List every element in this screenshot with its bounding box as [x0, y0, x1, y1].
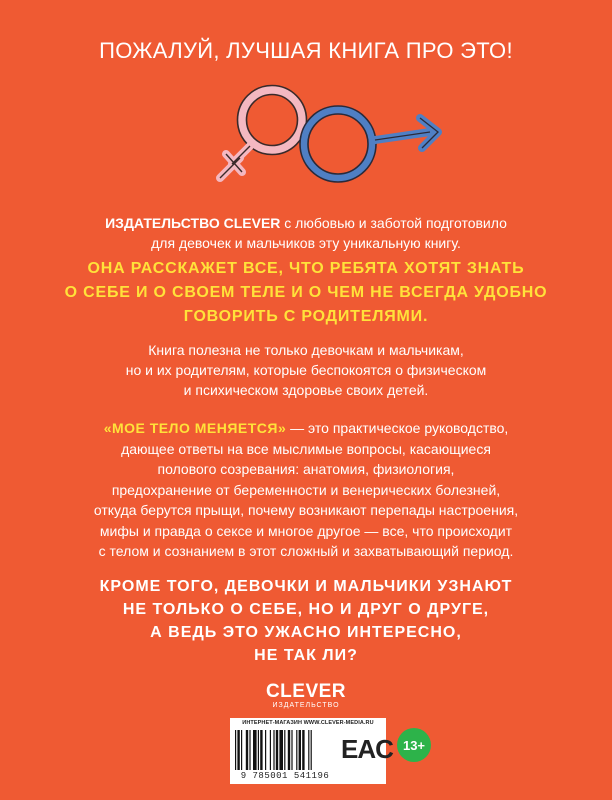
paragraph-line: откуда берутся прыщи, почему возникают перепады настроения, [93, 502, 519, 518]
paragraph-line: Книга полезна не только девочкам и мальчикам, [148, 342, 464, 358]
barcode-icon [235, 730, 336, 770]
age-rating-badge: 13+ [397, 728, 431, 762]
paragraph-line: полового созревания: анатомия, физиология, [157, 461, 455, 477]
description-paragraph [0, 418, 612, 562]
highlight-paragraph [0, 257, 612, 329]
paragraph-line: дающее ответы на все мыслимые вопросы, касающиеся [121, 440, 491, 457]
intro-paragraph [0, 213, 612, 253]
barcode-stripe [260, 730, 262, 770]
barcode-stripe [299, 730, 301, 770]
tagline: ПОЖАЛУЙ, ЛУЧШАЯ КНИГА ПРО ЭТО! [99, 38, 513, 63]
eac-mark: EAC [341, 734, 393, 764]
barcode-stripe [258, 730, 259, 770]
barcode-stripe [237, 730, 239, 770]
closing-line: КРОМЕ ТОГО, ДЕВОЧКИ И МАЛЬЧИКИ УЗНАЮТ [99, 578, 513, 595]
parents-paragraph [0, 340, 612, 400]
paragraph-line: — это практическое руководство, [286, 420, 509, 436]
paragraph-line: но и их родителям, которые беспокоятся о физическом [125, 362, 487, 378]
paragraph-line: мифы и правда о сексе и многое другое — все, что происходит [99, 522, 513, 539]
barcode-stripe [276, 730, 278, 770]
shop-url: ИНТЕРНЕТ-МАГАЗИН WWW.CLEVER-MEDIA.RU [242, 720, 374, 726]
barcode-stripe [308, 730, 309, 770]
barcode-stripe [279, 730, 283, 770]
barcode-stripe [288, 730, 290, 770]
isbn-number: 9 785001 541196 [240, 771, 330, 781]
logo-name: CLEVER [265, 681, 347, 702]
barcode-stripe [249, 730, 250, 770]
book-title: «МОЕ ТЕЛО МЕНЯЕТСЯ» [103, 420, 287, 436]
highlight-line: О СЕБЕ И О СВОЕМ ТЕЛЕ И О ЧЕМ НЕ ВСЕГДА УДОБНО [64, 284, 548, 301]
paragraph-line: с телом и сознанием в этот сложный и захватывающий период. [98, 543, 514, 559]
paragraph-line: предохранение от беременности и венерических болезней, [111, 481, 501, 498]
female-symbol-icon [220, 86, 307, 179]
paragraph-line: и психическом здоровье своих детей. [183, 382, 429, 398]
barcode-stripe [235, 730, 236, 770]
intro-line-2: для девочек и мальчиков эту уникальную книгу. [151, 235, 461, 251]
barcode-stripe [241, 730, 242, 770]
closing-line: А ВЕДЬ ЭТО УЖАСНО ИНТЕРЕСНО, [150, 624, 462, 641]
barcode-stripe [302, 730, 304, 770]
intro-line-1: с любовью и заботой подготовило [280, 215, 507, 231]
barcode-stripe [311, 730, 312, 770]
gender-symbols-icon [180, 82, 450, 192]
barcode-stripe [253, 730, 257, 770]
closing-line: НЕ ТОЛЬКО О СЕБЕ, НО И ДРУГ О ДРУГЕ, [122, 601, 490, 618]
highlight-line: ОНА РАССКАЖЕТ ВСЕ, ЧТО РЕБЯТА ХОТЯТ ЗНАТЬ [87, 260, 525, 277]
barcode-stripe [291, 730, 292, 770]
barcode-stripe [246, 730, 248, 770]
barcode-stripe [273, 730, 274, 770]
barcode-stripe [284, 730, 285, 770]
barcode-stripe [296, 730, 297, 770]
closing-paragraph [0, 575, 612, 667]
closing-line: НЕ ТАК ЛИ? [254, 647, 358, 664]
barcode-stripe [270, 730, 271, 770]
highlight-line: ГОВОРИТЬ С РОДИТЕЛЯМИ. [183, 308, 429, 325]
logo-subtitle: ИЗДАТЕЛЬСТВО [272, 702, 340, 709]
barcode-stripe [265, 730, 266, 770]
publisher-name: ИЗДАТЕЛЬСТВО CLEVER [105, 215, 281, 231]
publisher-logo [0, 682, 612, 710]
male-symbol-icon [300, 106, 438, 182]
barcode-panel [230, 718, 393, 784]
